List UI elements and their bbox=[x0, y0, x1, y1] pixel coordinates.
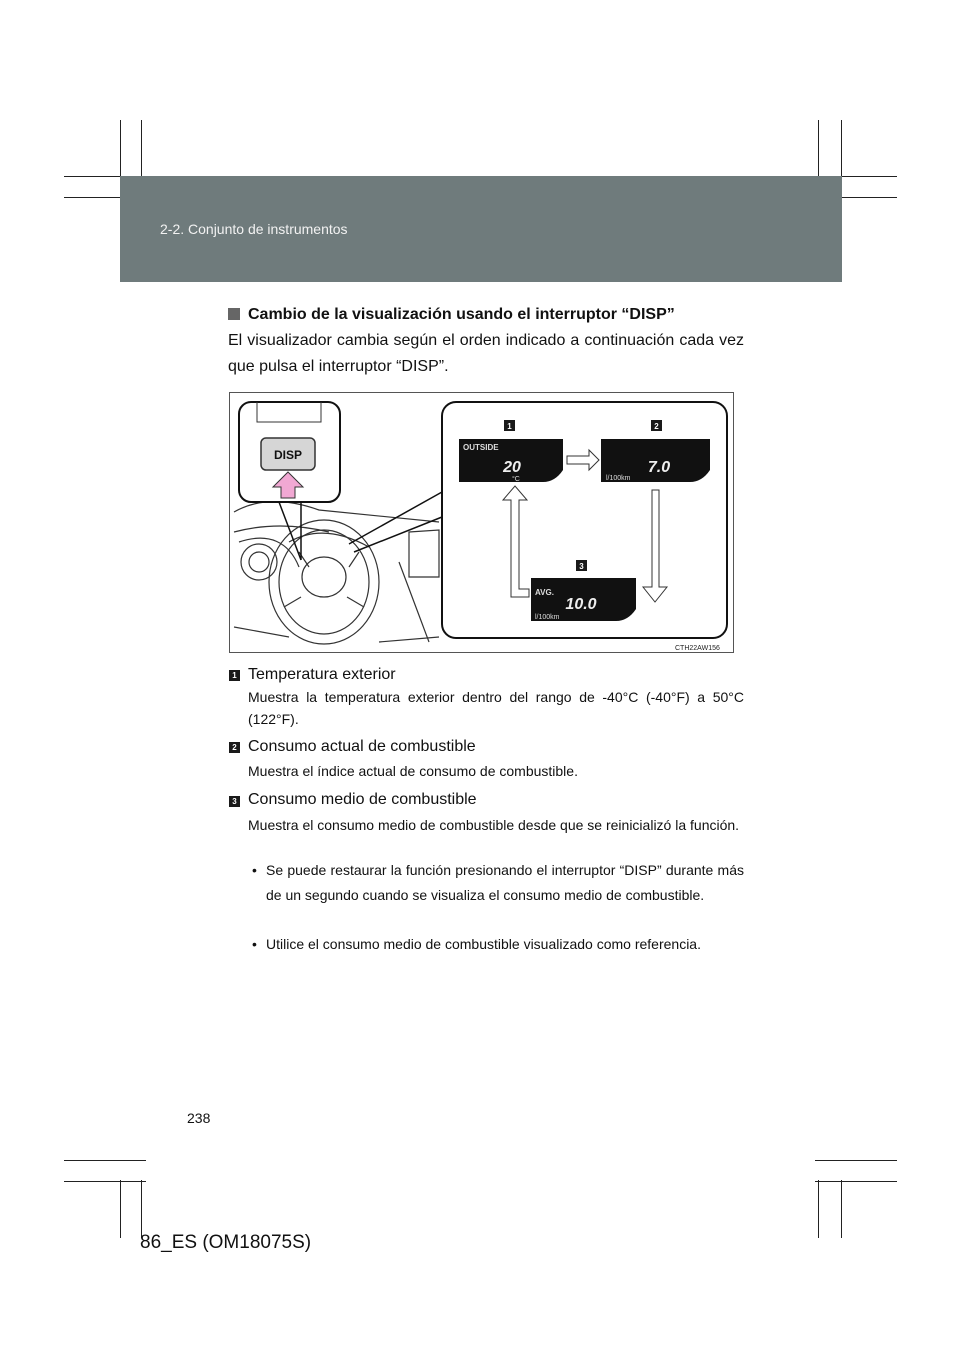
item-description: Muestra el consumo medio de combustible desde que se reinicializó la función. bbox=[248, 817, 740, 833]
item-title: Consumo actual de combustible bbox=[248, 738, 476, 755]
intro-paragraph: El visualizador cambia según el orden indicado a continuación cada vez que pulsa el interruptor “DISP”. bbox=[228, 332, 744, 375]
section-heading bbox=[228, 306, 675, 324]
disp-switch-figure bbox=[229, 392, 734, 653]
crop-mark bbox=[64, 1181, 146, 1182]
heading-text: Cambio de la visualización usando el interruptor “DISP” bbox=[248, 306, 675, 323]
item-title: Consumo medio de combustible bbox=[248, 791, 477, 808]
screen-number: 2 bbox=[654, 422, 659, 431]
screen-number: 1 bbox=[507, 422, 512, 431]
crop-mark bbox=[64, 1160, 146, 1161]
crop-mark bbox=[141, 1180, 142, 1238]
square-bullet-icon bbox=[228, 308, 240, 320]
item-description: Muestra la temperatura exterior dentro del rango de -40°C (-40°F) a 50°C (122°F). bbox=[248, 689, 744, 727]
item-number-badge: 3 bbox=[229, 796, 240, 807]
crop-mark bbox=[815, 1160, 897, 1161]
screen-value: 7.0 bbox=[647, 459, 671, 476]
screen-value: 20 bbox=[503, 459, 521, 476]
page-number: 238 bbox=[187, 1110, 211, 1126]
figure-code: CTH22AW156 bbox=[675, 645, 720, 652]
screen-unit: l/100km bbox=[535, 614, 560, 621]
document-code: 86_ES (OM18075S) bbox=[140, 1232, 312, 1253]
screen-unit: °C bbox=[512, 476, 520, 483]
crop-mark bbox=[818, 1180, 819, 1238]
item-number-badge: 1 bbox=[229, 670, 240, 681]
bullet-dot: • bbox=[252, 936, 257, 952]
crop-mark bbox=[841, 1180, 842, 1238]
screen-number: 3 bbox=[579, 562, 584, 571]
section-label: 2-2. Conjunto de instrumentos bbox=[160, 221, 348, 237]
item-description: Muestra el índice actual de consumo de combustible. bbox=[248, 763, 578, 779]
crop-mark bbox=[120, 1180, 121, 1238]
screen-value: 10.0 bbox=[565, 596, 597, 613]
item-number-badge: 2 bbox=[229, 742, 240, 753]
screen-label: OUTSIDE bbox=[463, 443, 499, 452]
screen-unit: l/100km bbox=[606, 475, 631, 482]
screen-label: AVG. bbox=[535, 588, 554, 597]
item-title: Temperatura exterior bbox=[248, 666, 396, 683]
note-bullet bbox=[248, 932, 744, 957]
figure-illustration bbox=[229, 392, 734, 653]
crop-mark bbox=[815, 1181, 897, 1182]
bullet-dot: • bbox=[252, 862, 257, 878]
bullet-text: Utilice el consumo medio de combustible visualizado como referencia. bbox=[266, 936, 701, 952]
disp-button-label: DISP bbox=[273, 448, 303, 462]
note-bullet bbox=[248, 858, 744, 908]
bullet-text: Se puede restaurar la función presionando el interruptor “DISP” durante más de un segundo cuando se visualiza el consumo medio de combustible. bbox=[266, 862, 744, 903]
